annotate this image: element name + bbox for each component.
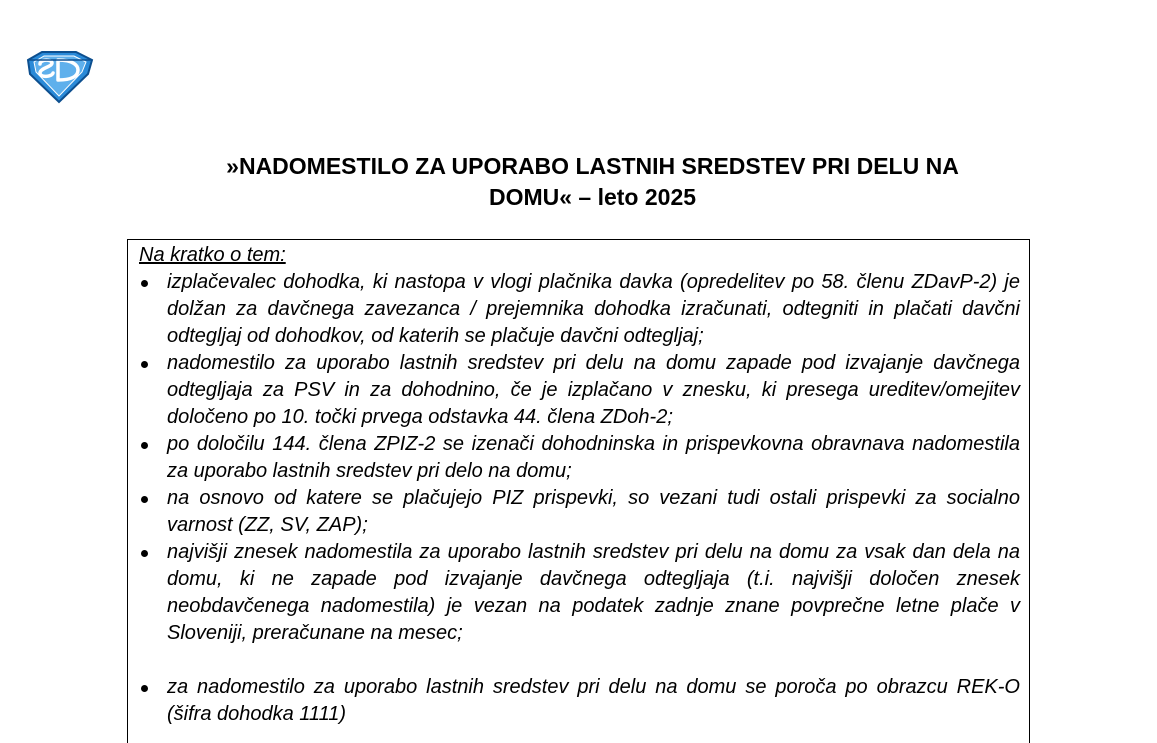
list-item (139, 431, 1020, 485)
document-title-line-2: DOMU« – leto 2025 (488, 184, 697, 210)
list-item-text: najvišji znesek nadomestila za uporabo lastnih sredstev pri delu na domu za vsak dan dela na domu, ki ne zapade pod izvajanje davčnega odtegljaja (t.i. najvišji določen znesek neobdavčenega nadomestila) je vezan na podatek zadnje znane povprečne letne plače v Sloveniji, preračunane na mesec; (167, 541, 1020, 644)
bullet-dot-icon (141, 442, 148, 449)
list-item-text: izplačevalec dohodka, ki nastopa v vlogi plačnika davka (opredelitev po 58. členu ZDavP-2) je dolžan za davčnega zavezanca / prejemnika dohodka izračunati, odtegniti in plačati davčni odtegljaj od dohodkov, od katerih se plačuje davčni odtegljaj; (167, 271, 1020, 347)
list-item-text: na osnovo od katere se plačujejo PIZ prispevki, so vezani tudi ostali prispevki za socialno varnost (ZZ, SV, ZAP); (167, 487, 1020, 536)
bullet-dot-icon (141, 280, 148, 287)
list-item-text: nadomestilo za uporabo lastnih sredstev pri delu na domu zapade pod izvajanje davčnega odtegljaja za PSV in za dohodnino, če je izplačano v znesku, ki presega ureditev/omejitev določeno po 10. točki prvega odstavka 44. člena ZDoh-2; (167, 352, 1020, 428)
document-title (100, 151, 1085, 213)
list-item-text: za nadomestilo za uporabo lastnih sredstev pri delu na domu se poroča po obrazcu REK-O (šifra dohodka 1111) (167, 676, 1020, 725)
summary-heading: Na kratko o tem: (139, 244, 286, 266)
list-item (139, 539, 1020, 647)
list-item (139, 350, 1020, 431)
bullet-dot-icon (141, 685, 148, 692)
bullet-dot-icon (141, 550, 148, 557)
summary-box-content (139, 242, 1020, 728)
document-title-line-1: »NADOMESTILO ZA UPORABO LASTNIH SREDSTEV PRI DELU NA (226, 153, 959, 179)
list-item (139, 269, 1020, 350)
summary-bullet-list (139, 269, 1020, 728)
sd-diamond-logo-icon (22, 50, 96, 104)
list-item-text: po določilu 144. člena ZPIZ-2 se izenači dohodninska in prispevkovna obravnava nadomestila za uporabo lastnih sredstev pri delo na domu; (167, 433, 1020, 482)
bullet-dot-icon (141, 496, 148, 503)
list-item (139, 485, 1020, 539)
list-item (139, 674, 1020, 728)
summary-box (127, 239, 1030, 743)
bullet-dot-icon (141, 361, 148, 368)
